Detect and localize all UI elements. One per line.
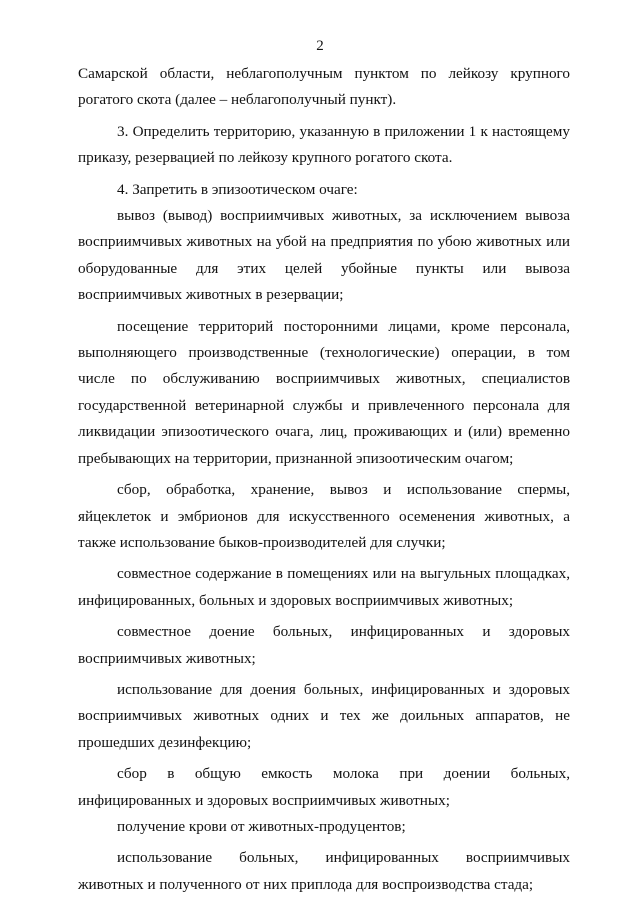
text-line: использование больных, инфицированных восприимчивых [117, 849, 570, 867]
text-line: 4. Запретить в эпизоотическом очаге: [117, 180, 358, 198]
text-line: числе по обслуживанию восприимчивых животных, специалистов [78, 370, 570, 388]
text-line: сбор, обработка, хранение, вывоз и использование спермы, [117, 481, 570, 499]
text-line: яйцеклеток и эмбрионов для искусственного осеменения животных, а [78, 507, 570, 525]
text-line: государственной ветеринарной службы и привлеченного персонала для [78, 396, 570, 414]
paragraph [78, 845, 570, 898]
text-line: совместное содержание в помещениях или на выгульных площадках, [117, 565, 570, 583]
paragraph [78, 677, 570, 756]
text-line: совместное доение больных, инфицированных и здоровых [117, 623, 570, 641]
text-line: инфицированных, больных и здоровых восприимчивых животных; [78, 591, 514, 609]
text-line: восприимчивых животных на убой на предприятия по убою животных или [78, 233, 570, 251]
paragraph [78, 477, 570, 556]
text-line: ликвидации эпизоотического очага, лиц, проживающих и (или) временно [78, 423, 570, 441]
paragraph [78, 203, 570, 309]
text-line: использование для доения больных, инфицированных и здоровых [117, 680, 570, 698]
paragraph [78, 61, 570, 114]
text-line: оборудованные для этих целей убойные пункты или вывоза [78, 259, 570, 277]
text-line: восприимчивых животных в резервации; [78, 286, 344, 304]
paragraph [78, 761, 570, 814]
document-body [78, 61, 570, 898]
text-line: получение крови от животных-продуцентов; [117, 817, 406, 835]
text-line: инфицированных и здоровых восприимчивых животных; [78, 791, 450, 809]
paragraph [78, 814, 570, 840]
text-line: восприимчивых животных; [78, 649, 256, 667]
paragraph [78, 561, 570, 614]
text-line: восприимчивых животных одних и тех же доильных аппаратов, не [78, 707, 570, 725]
text-line: прошедших дезинфекцию; [78, 733, 252, 751]
text-line: выполняющего производственные (технологические) операции, в том [78, 344, 570, 362]
text-line: посещение территорий посторонними лицами, кроме персонала, [117, 317, 570, 335]
text-line: рогатого скота (далее – неблагополучный пункт). [78, 91, 397, 109]
paragraph [78, 119, 570, 172]
paragraph [78, 177, 570, 203]
text-line: животных и полученного от них приплода для воспроизводства стада; [78, 875, 534, 893]
paragraph [78, 314, 570, 472]
text-line: пребывающих на территории, признанной эпизоотическим очагом; [78, 449, 514, 467]
text-line: 3. Определить территорию, указанную в приложении 1 к настоящему [117, 122, 570, 140]
text-line: сбор в общую емкость молока при доении больных, [117, 765, 570, 783]
page-number: 2 [316, 38, 324, 54]
text-line: приказу, резервацией по лейкозу крупного рогатого скота. [78, 149, 453, 167]
text-line: вывоз (вывод) восприимчивых животных, за исключением вывоза [117, 207, 570, 225]
paragraph [78, 619, 570, 672]
text-line: также использование быков-производителей для случки; [78, 533, 446, 551]
text-line: Самарской области, неблагополучным пунктом по лейкозу крупного [78, 65, 570, 82]
